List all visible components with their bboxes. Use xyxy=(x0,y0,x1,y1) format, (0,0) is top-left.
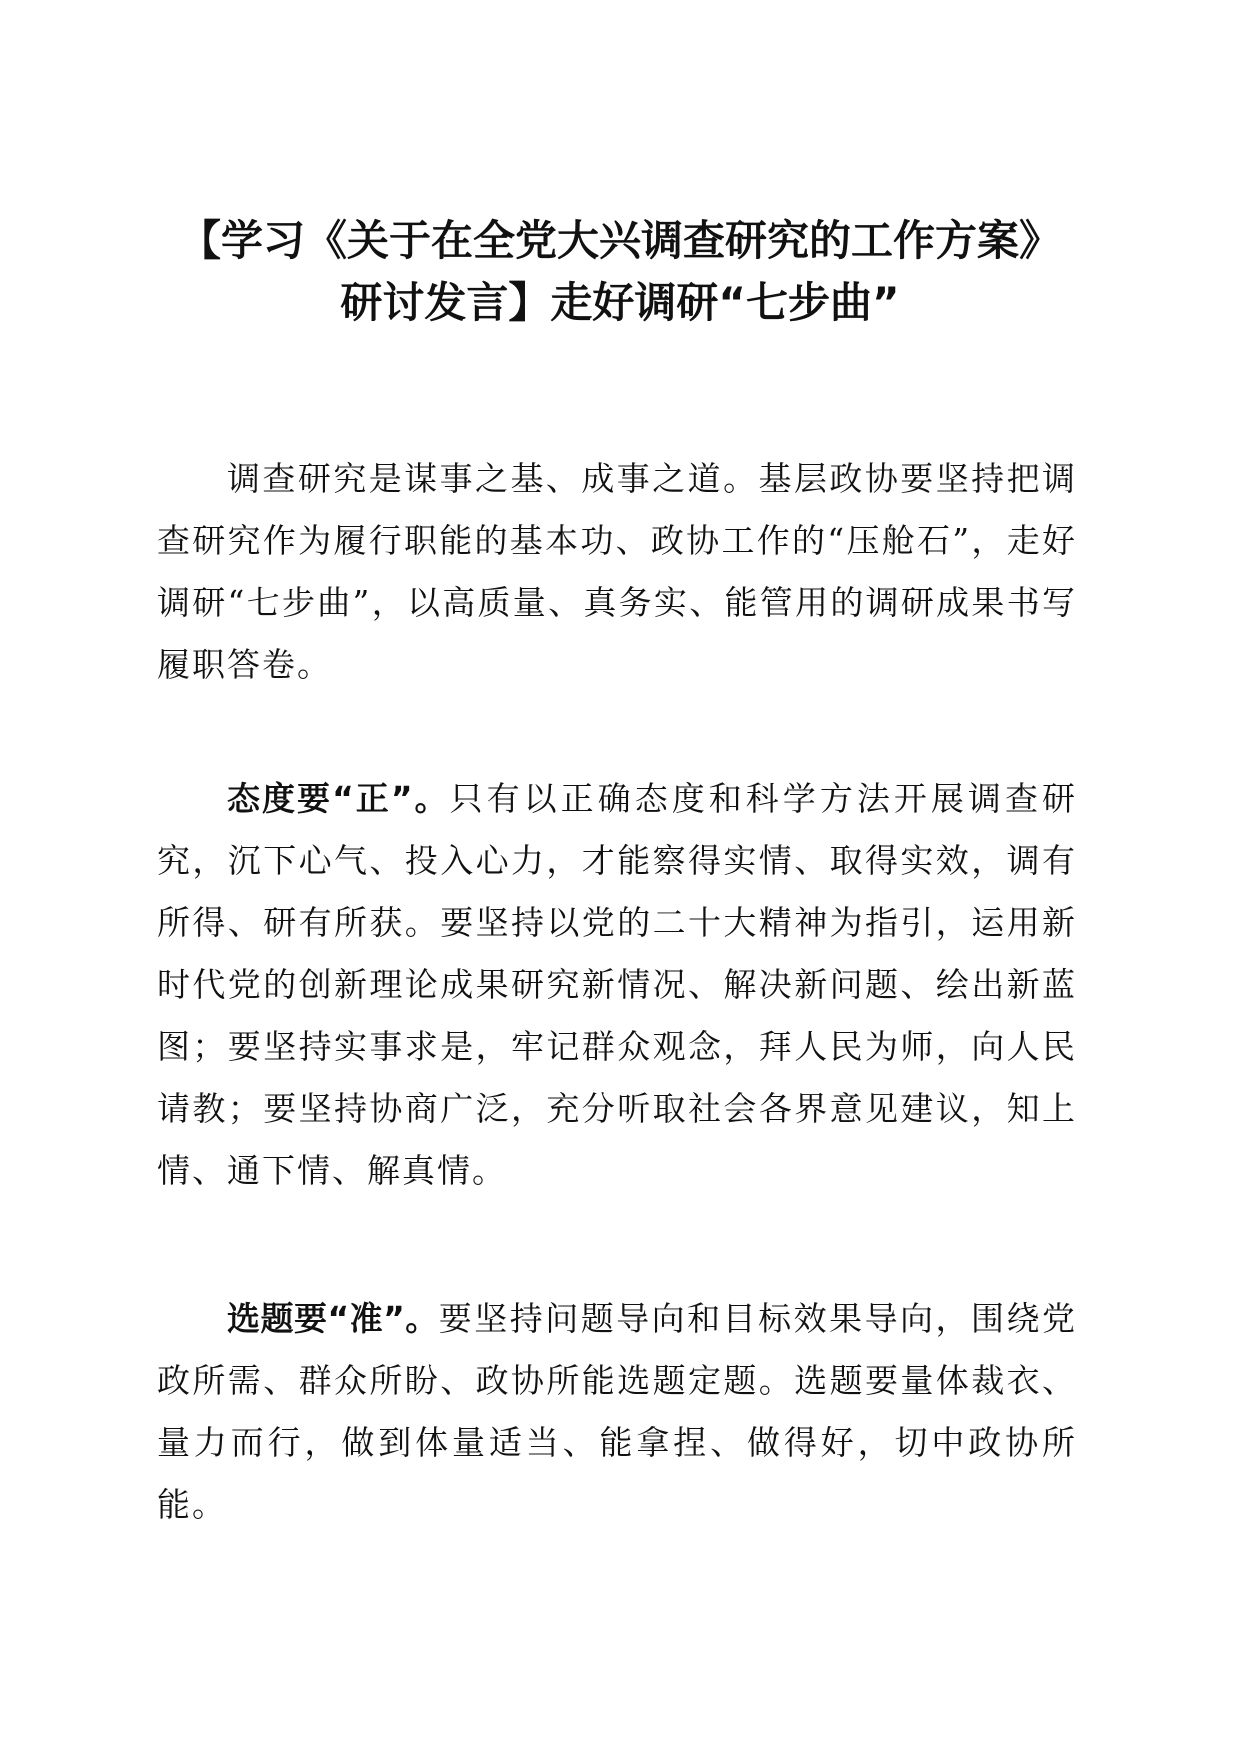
paragraph-text: 只有以正确态度和科学方法开展调查研究，沉下心气、投入心力，才能察得实情、取得实效，调有所得、研有所获。要坚持以党的二十大精神为指引，运用新时代党的创新理论成果研究新情况、解决新问题、绘出新蓝图；要坚持实事求是，牢记群众观念，拜人民为师，向人民请教；要坚持协商广泛，充分听取社会各界意见建议，知上情、通下情、解真情。 xyxy=(157,779,1077,1190)
paragraph-lead: 态度要“正”。 xyxy=(227,779,450,818)
paragraph-intro xyxy=(157,448,1077,696)
document-title: 【学习《关于在全党大兴调查研究的工作方案》研讨发言】走好调研“七步曲” xyxy=(178,216,1061,327)
paragraph-attitude xyxy=(157,768,1077,1202)
paragraph-lead: 选题要“准”。 xyxy=(227,1299,439,1338)
paragraph-text: 调查研究是谋事之基、成事之道。基层政协要坚持把调查研究作为履行职能的基本功、政协工作的“压舱石”，走好调研“七步曲”，以高质量、真务实、能管用的调研成果书写履职答卷。 xyxy=(157,459,1077,684)
paragraph-topic xyxy=(157,1288,1077,1536)
paragraph-text: 要坚持问题导向和目标效果导向，围绕党政所需、群众所盼、政协所能选题定题。选题要量体裁衣、量力而行，做到体量适当、能拿捏、做得好，切中政协所能。 xyxy=(157,1299,1077,1524)
